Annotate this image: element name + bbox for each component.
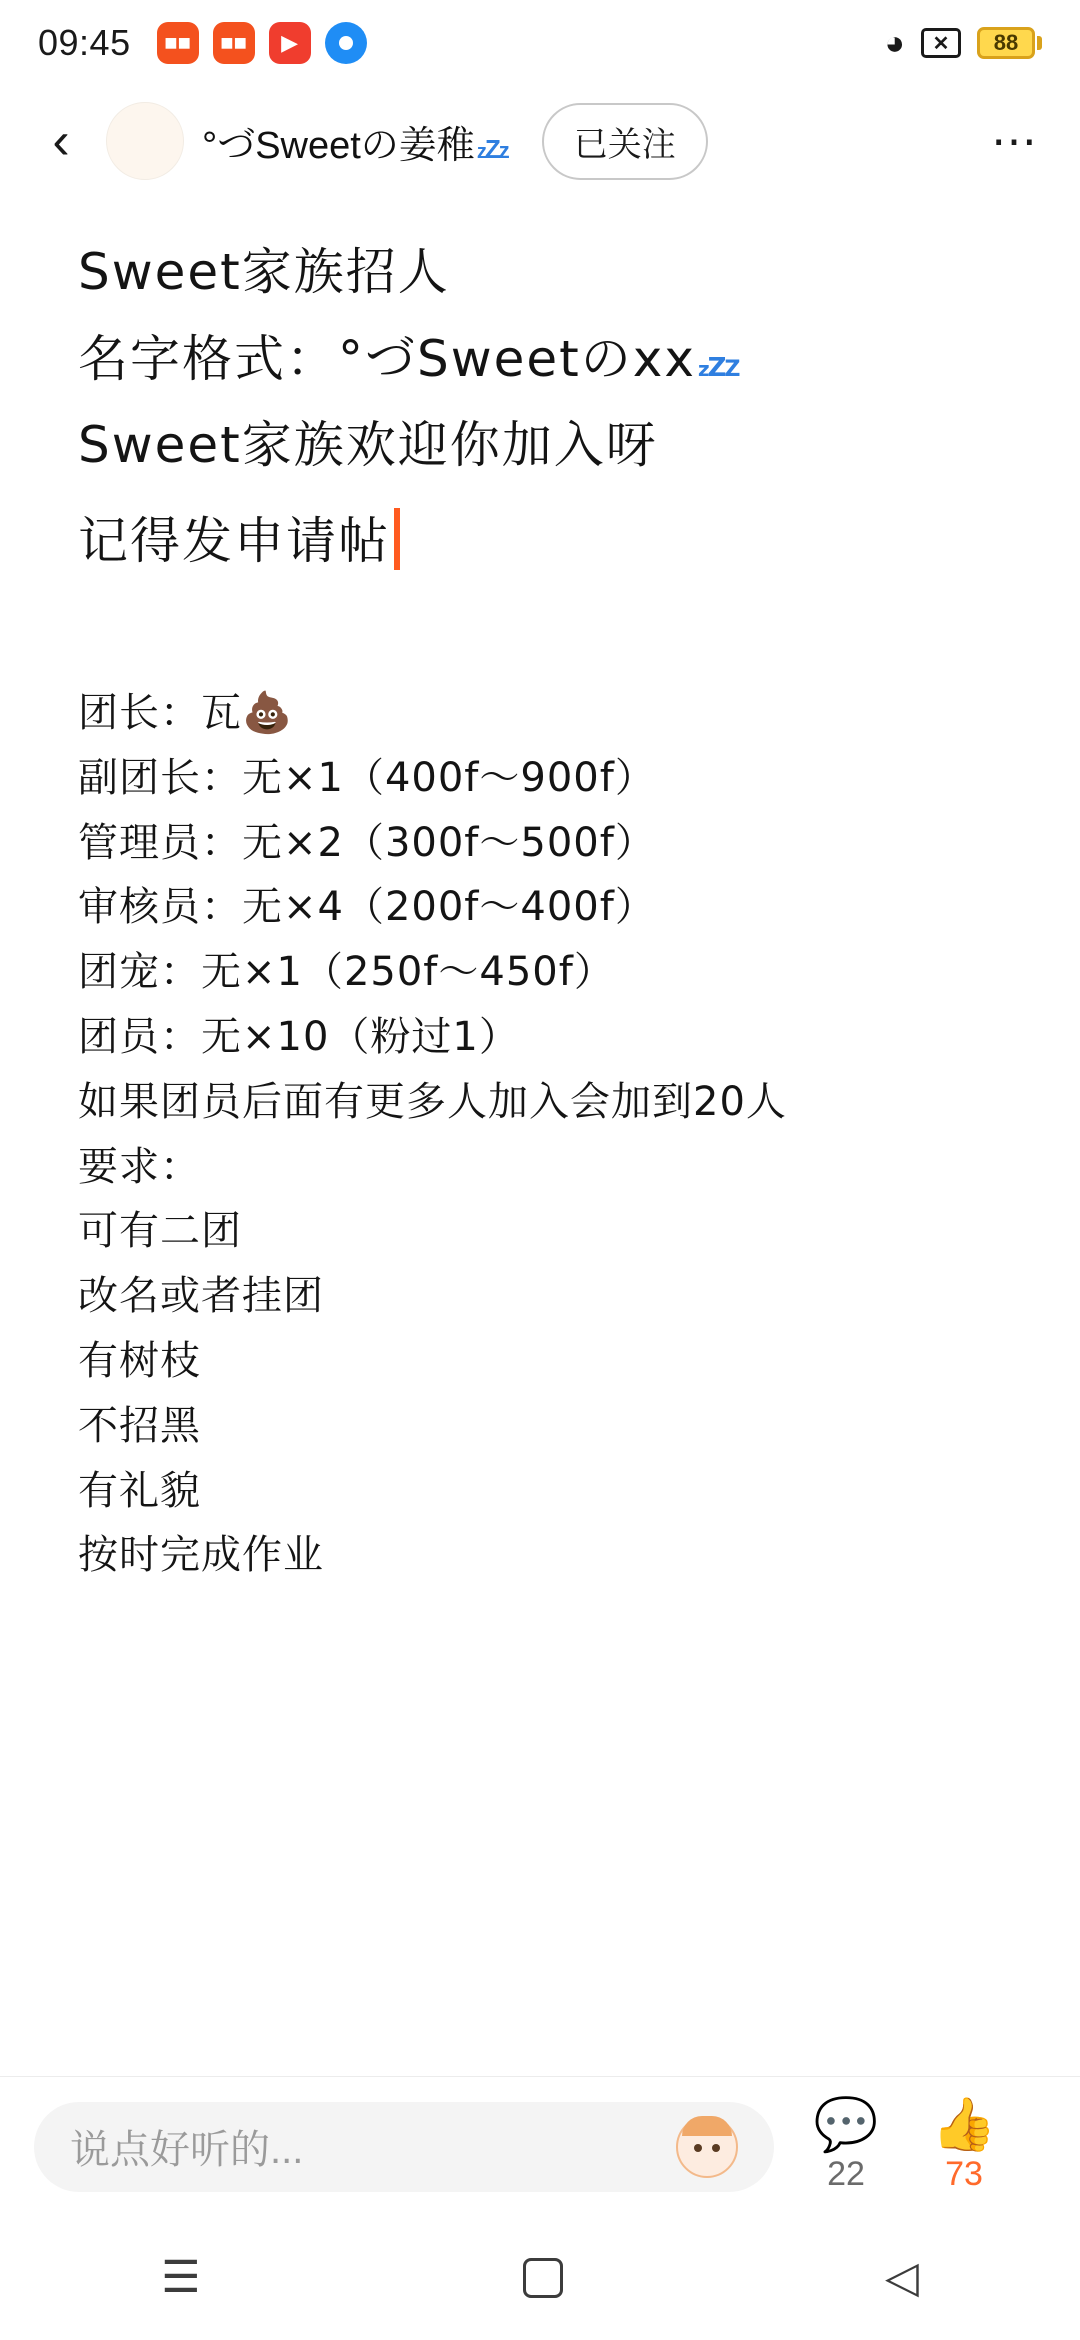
post-headline-line [78,323,1002,396]
status-system-icons [884,24,1042,63]
zzz-emoji-icon: zZZ [697,352,739,383]
battery-indicator [977,27,1042,59]
dot-badge-icon [325,22,367,64]
post-body-line: 副团长：无×1（400f～900f） [78,754,656,801]
status-bar [0,0,1080,86]
post-body-line: 可有二团 [78,1208,242,1255]
post-body-line: 管理员：无×2（300f～500f） [78,819,656,866]
post-body-line: 改名或者挂团 [78,1273,324,1320]
wifi-icon: ◕ [884,23,905,62]
app-badge-orange-2-icon: ■■ [213,22,255,64]
post-headline-text: Sweet家族招人 [78,243,450,301]
post-body-line: 如果团员后面有更多人加入会加到20人 [78,1078,787,1125]
thumbs-up-icon: 👍 [931,2096,997,2154]
page-header [0,86,1080,196]
back-triangle-icon[interactable]: ◁ [885,2253,919,2302]
battery-cap-icon [1037,36,1042,50]
post-headline-line [78,496,1002,578]
more-dots-icon[interactable]: ⋯ [991,115,1040,167]
status-time: 09:45 [38,22,131,63]
post-headline-text: 记得发申请帖 [78,511,390,570]
post-body-line: 审核员：无×4（200f～400f） [78,884,656,931]
follow-button[interactable]: 已关注 [542,103,708,180]
post-body-line: 有礼貌 [78,1467,201,1514]
post-headline-line [78,236,1002,309]
sticker-face-icon[interactable] [676,2116,738,2178]
post-headline-text: Sweet家族欢迎你加入呀 [78,416,658,474]
post-body-line: 团宠：无×1（250f～450f） [78,949,615,996]
like-count-label: 73 [945,2155,983,2193]
system-nav-bar [0,2216,1080,2340]
back-chevron-icon[interactable]: ‹ [52,112,70,170]
menu-lines-icon[interactable]: ☰ [161,2253,201,2302]
comment-count-button[interactable] [800,2096,892,2194]
page-title [202,114,508,169]
post-headline-line [78,409,1002,482]
post-body-line: 按时完成作业 [78,1532,324,1579]
post-body-line: 要求： [78,1143,201,1190]
post-body-line: 团长：瓦💩 [78,690,293,736]
comment-placeholder-label: 说点好听的... [70,2128,304,2172]
avatar[interactable] [106,102,184,180]
app-badge-orange-1-icon: ■■ [157,22,199,64]
comment-bubble-icon: 💬 [813,2096,879,2154]
home-square-icon[interactable] [523,2258,563,2298]
post-body-line: 团员：无×10（粉过1） [78,1013,520,1060]
comment-action-bar [0,2076,1080,2216]
comment-count-label: 22 [827,2155,865,2193]
battery-level-label: 88 [977,27,1035,59]
status-notification-icons [157,22,367,64]
post-headline-text: 名字格式：°づSweetのxx [78,329,696,388]
user-name-label: °づSweetの姜稚 [202,124,475,167]
text-caret [394,508,400,570]
post-body-line: 不招黑 [78,1402,201,1449]
signal-x-icon: ✕ [921,28,961,58]
post-content [0,196,1080,1588]
zzz-emoji-icon: zZz [476,133,508,164]
play-badge-icon: ▶ [269,22,311,64]
comment-input[interactable] [34,2102,774,2192]
like-button[interactable] [918,2096,1010,2194]
post-body-line: 有树枝 [78,1337,201,1384]
